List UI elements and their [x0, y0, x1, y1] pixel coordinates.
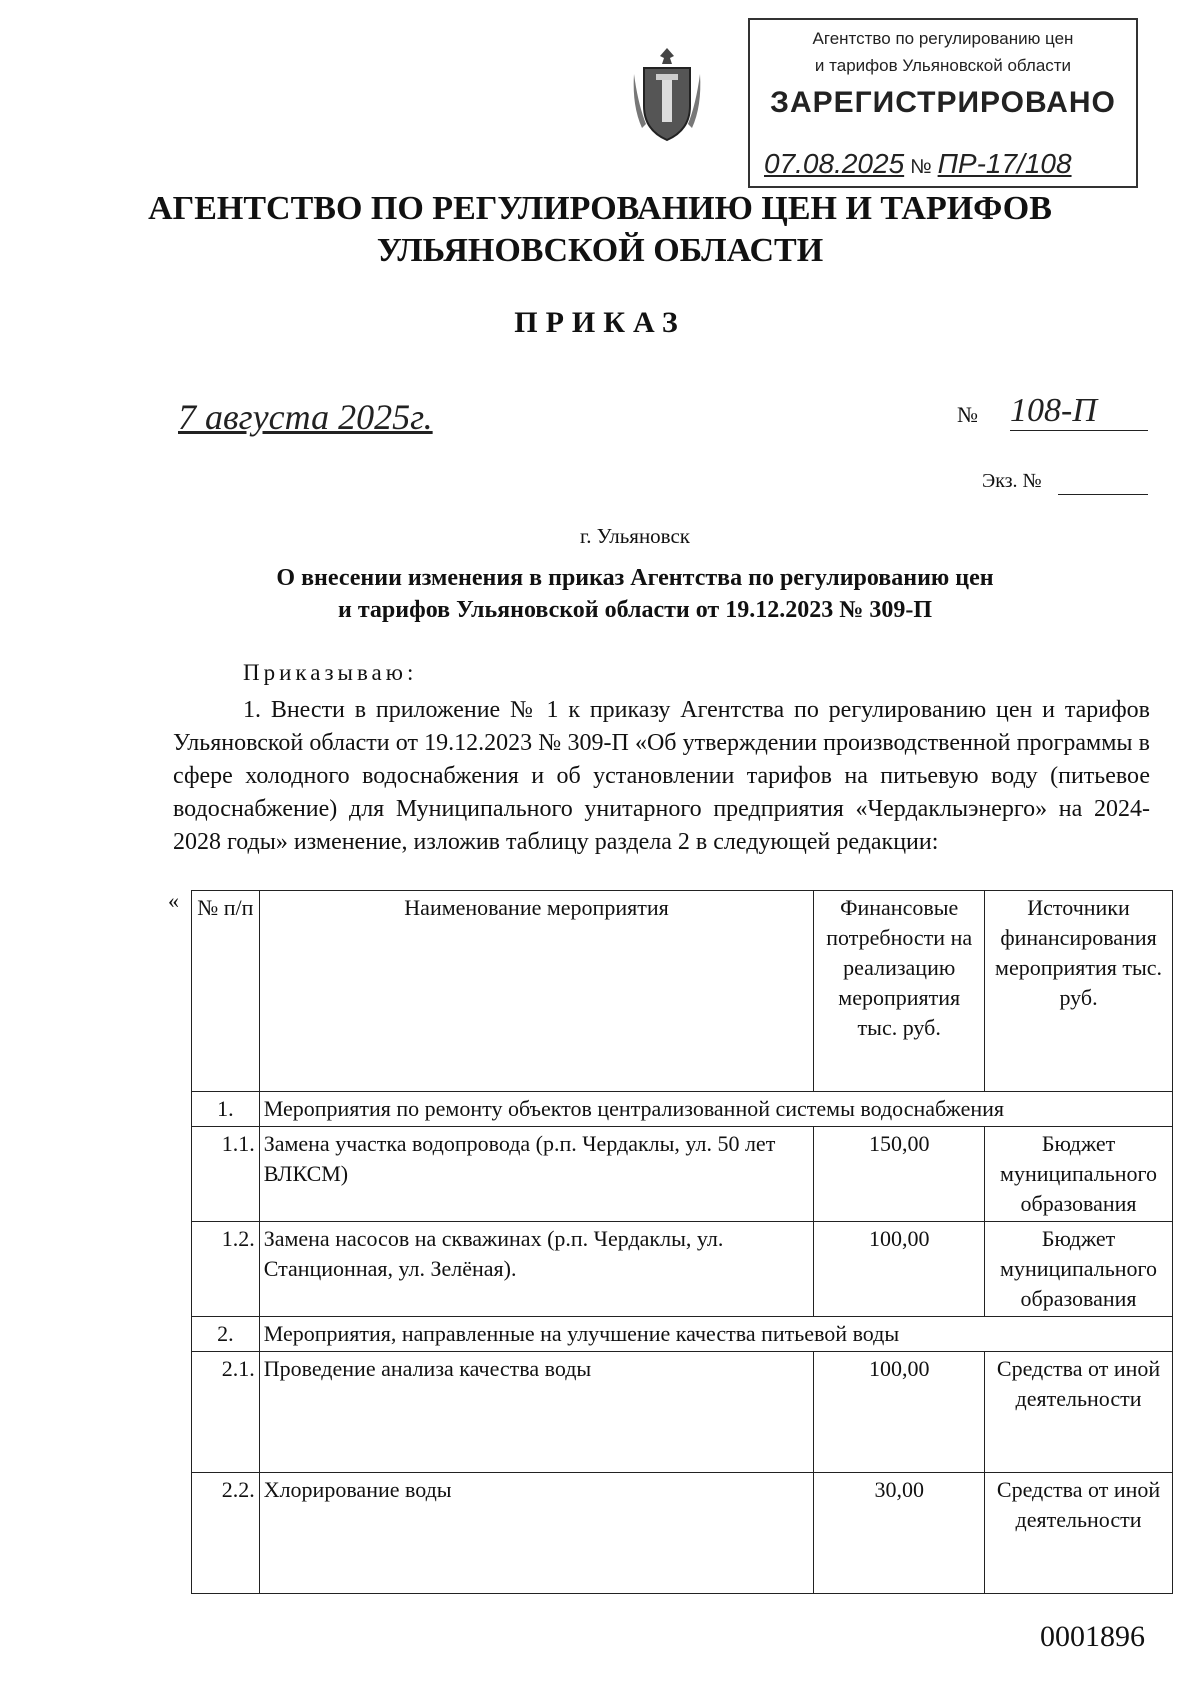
order-number: 108-П	[1010, 392, 1148, 431]
row-2-2-num: 2.2.	[192, 1473, 260, 1594]
row-1-1-name: Замена участка водопровода (р.п. Чердаклы, ул. 50 лет ВЛКСМ)	[259, 1127, 814, 1222]
table-row	[192, 1127, 1173, 1222]
measures-table	[191, 890, 1173, 1594]
registration-stamp	[748, 18, 1138, 188]
row-1-2-name: Замена насосов на скважинах (р.п. Чердаклы, ул. Станционная, ул. Зелёная).	[259, 1222, 814, 1317]
row-1-2-amount: 100,00	[814, 1222, 985, 1317]
stamp-registered: ЗАРЕГИСТРИРОВАНО	[770, 86, 1116, 119]
row-1-2-source: Бюджет муниципального образования	[985, 1222, 1173, 1317]
order-subject	[0, 562, 1200, 626]
coat-of-arms-icon	[632, 44, 702, 144]
table-row	[192, 1473, 1173, 1594]
subject-line-2: и тарифов Ульяновской области от 19.12.2023 № 309-П	[338, 597, 932, 623]
stamp-reg-date: 07.08.2025	[764, 148, 905, 179]
stamp-line-2: и тарифов Ульяновской области	[814, 56, 1072, 75]
row-2-1-name: Проведение анализа качества воды	[259, 1352, 814, 1473]
stamp-line-1: Агентство по регулированию цен	[812, 29, 1074, 48]
row-2-1-source: Средства от иной деятельности	[985, 1352, 1173, 1473]
section-2-num: 2.	[192, 1317, 260, 1352]
order-date: 7 августа 2025г.	[178, 397, 433, 437]
document-type: ПРИКАЗ	[514, 306, 686, 339]
section-1-num: 1.	[192, 1092, 260, 1127]
agency-title	[0, 188, 1200, 272]
header-num: № п/п	[192, 891, 260, 1092]
subject-line-1: О внесении изменения в приказ Агентства по регулированию цен	[276, 565, 994, 591]
header-name: Наименование мероприятия	[259, 891, 814, 1092]
table-row	[192, 1352, 1173, 1473]
agency-title-line-2: УЛЬЯНОВСКОЙ ОБЛАСТИ	[376, 232, 824, 269]
body-paragraph-1: 1. Внести в приложение № 1 к приказу Агентства по регулированию цен и тарифов Ульяновской области от 19.12.2023 № 309-П «Об утверждении производственной программы в сфере холодного водоснабжения и об установлении тарифов на питьевую воду (питьевое водоснабжение) для Муниципального унитарного предприятия «Чердаклыэнерго» на 2024-2028 годы» изменение, изложив таблицу раздела 2 в следующей редакции:	[173, 697, 1150, 855]
document-serial-number: 0001896	[1040, 1620, 1145, 1653]
body-text	[173, 694, 1150, 859]
copy-number-line	[1058, 494, 1148, 495]
table-row	[192, 1317, 1173, 1352]
row-2-2-amount: 30,00	[814, 1473, 985, 1594]
table-header-row	[192, 891, 1173, 1092]
row-2-1-amount: 100,00	[814, 1352, 985, 1473]
agency-title-line-1: АГЕНТСТВО ПО РЕГУЛИРОВАНИЮ ЦЕН И ТАРИФОВ	[148, 190, 1052, 227]
table-row	[192, 1222, 1173, 1317]
row-1-1-amount: 150,00	[814, 1127, 985, 1222]
section-1-title: Мероприятия по ремонту объектов централизованной системы водоснабжения	[259, 1092, 1172, 1127]
row-2-1-num: 2.1.	[192, 1352, 260, 1473]
order-word: Приказываю:	[243, 660, 418, 685]
row-1-1-source: Бюджет муниципального образования	[985, 1127, 1173, 1222]
stamp-number-sign: №	[910, 156, 932, 178]
order-number-sign: №	[957, 402, 978, 427]
header-sources: Источники финансирования мероприятия тыс. руб.	[985, 891, 1173, 1092]
city: г. Ульяновск	[579, 524, 690, 548]
stamp-handwritten	[764, 148, 1126, 180]
section-2-title: Мероприятия, направленные на улучшение качества питьевой воды	[259, 1317, 1172, 1352]
row-2-2-name: Хлорирование воды	[259, 1473, 814, 1594]
table-row	[192, 1092, 1173, 1127]
copy-label: Экз. №	[982, 470, 1042, 492]
row-1-1-num: 1.1.	[192, 1127, 260, 1222]
row-1-2-num: 1.2.	[192, 1222, 260, 1317]
open-quote: «	[168, 888, 179, 913]
row-2-2-source: Средства от иной деятельности	[985, 1473, 1173, 1594]
stamp-reg-number: ПР-17/108	[937, 148, 1072, 179]
header-finance: Финансовые потребности на реализацию мероприятия тыс. руб.	[814, 891, 985, 1092]
